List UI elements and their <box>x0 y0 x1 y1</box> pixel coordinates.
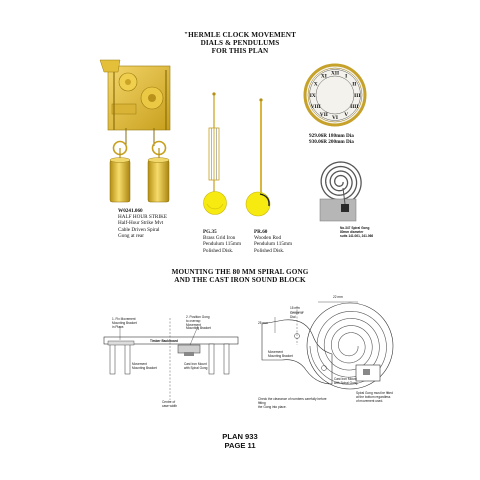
gong-line-2: 80mm diameter <box>340 229 364 234</box>
movement-line-1: HALF HOUR STRIKE <box>118 214 167 221</box>
dial-line-1: 929.06R 180mm Dia <box>309 133 354 139</box>
dial-numeral: I <box>345 73 348 80</box>
pendulum-2-line-2: Pendulum 115mm <box>254 241 292 248</box>
dial-numeral: IIII <box>350 103 359 110</box>
left-label-2-c: Movement <box>186 322 201 327</box>
pendulum-2-line-1: Wooden Rod <box>254 235 282 242</box>
dim-top <box>333 296 353 300</box>
left-label-2-b: to overrap <box>186 318 201 323</box>
left-label-1-b: Mounting Bracket <box>112 320 137 325</box>
right-centre-label <box>290 312 310 320</box>
right-cast-label <box>334 378 364 386</box>
pendulum-1-code: PG.35 <box>203 229 217 235</box>
left-label-1-a: 1. Fix Movement <box>112 317 136 321</box>
left-centre-b: case width <box>162 403 178 408</box>
gong-line-3: suits 141.061, 241.066 <box>340 233 374 238</box>
right-check-note <box>258 398 334 409</box>
left-mvmt-a: Movement <box>132 362 147 366</box>
right-movement-label <box>268 351 308 359</box>
dial-numeral: III <box>354 92 361 99</box>
dial-numeral: VI <box>332 115 338 122</box>
timber-text: Timber Backboard <box>150 339 178 343</box>
page-number: PAGE 11 <box>224 441 256 450</box>
pendulum-2-code: PR.60 <box>254 229 268 235</box>
right-cast-b: with Spiral Gong <box>334 380 358 385</box>
right-centre-a: Centre of <box>290 311 304 315</box>
right-mvmt-a: Movement <box>268 350 283 354</box>
left-cast-b: with Spiral Gong <box>184 365 208 370</box>
left-centre-a: Centre of <box>162 400 176 404</box>
mounting-line-2: AND THE CAST IRON SOUND BLOCK <box>174 276 306 284</box>
dial-numeral: VIII <box>310 103 321 110</box>
header-line-2: DIALS & PENDULUMS <box>200 39 280 47</box>
left-label-1-c: in Place. <box>112 324 125 329</box>
gong-line-1: No.347 Spiral Gong <box>340 226 370 230</box>
dial-numeral: IX <box>309 92 316 99</box>
pendulum-1-line-1: Brass Grid Iron <box>203 235 236 242</box>
plan-number: PLAN 933 <box>222 432 258 441</box>
right-spiral-a: Spiral Gong must be fitted <box>356 391 393 395</box>
dial-numeral: V <box>344 112 349 119</box>
dim-mid-text: 15 mm <box>290 306 300 310</box>
right-cast-a: Cast Iron Mount <box>334 377 357 381</box>
left-label-2-a: 2. Position Gong <box>186 315 210 319</box>
dial-numeral: VII <box>319 112 328 119</box>
left-cast-a: Cast Iron Mount <box>184 362 207 366</box>
dial-numeral: II <box>352 81 357 88</box>
dial-numeral: XII <box>330 70 340 77</box>
right-centre-b: Dial <box>290 314 296 319</box>
pendulum-1-line-2: Pendulum 115mm <box>203 241 241 248</box>
right-check-b: the Gong into place. <box>258 404 287 409</box>
right-mvmt-b: Mounting Bracket <box>268 353 293 358</box>
left-mvmt-b: Mounting Bracket <box>132 365 157 370</box>
page-footer <box>200 432 280 450</box>
header-line-1: "HERMLE CLOCK MOVEMENT <box>183 31 296 39</box>
pendulum-2-line-3: Polished Disk. <box>254 247 285 254</box>
right-spiral-note <box>356 392 396 403</box>
mounting-line-1: MOUNTING THE 80 MM SPIRAL GONG <box>171 268 309 276</box>
pendulum-1-line-3: Polished Disk. <box>203 247 234 254</box>
movement-line-4: Gong at rear <box>118 232 144 239</box>
dial-numeral: XI <box>320 73 327 80</box>
dim-top-text: 22 mm <box>333 295 343 299</box>
dial-numeral: X <box>313 81 318 88</box>
left-label-2-d: Mounting Bracket <box>186 326 211 331</box>
right-spiral-c: of movement used. <box>356 398 384 403</box>
dial-line-2: 930.06R 200mm Dia <box>309 139 354 146</box>
movement-line-2: Half-Hour Strike Mvt <box>118 220 164 227</box>
right-check-a: Check the clearance of numbers carefully before fitting <box>258 397 327 405</box>
dim-left <box>258 322 278 326</box>
movement-line-3: Cable Driven Spiral <box>118 226 160 233</box>
movement-code: W0241.060 <box>118 208 143 214</box>
dim-left-text: 25 mm <box>258 321 268 325</box>
right-spiral-b: at the bottom regardless <box>356 394 391 399</box>
header-line-3: FOR THIS PLAN <box>211 47 269 55</box>
